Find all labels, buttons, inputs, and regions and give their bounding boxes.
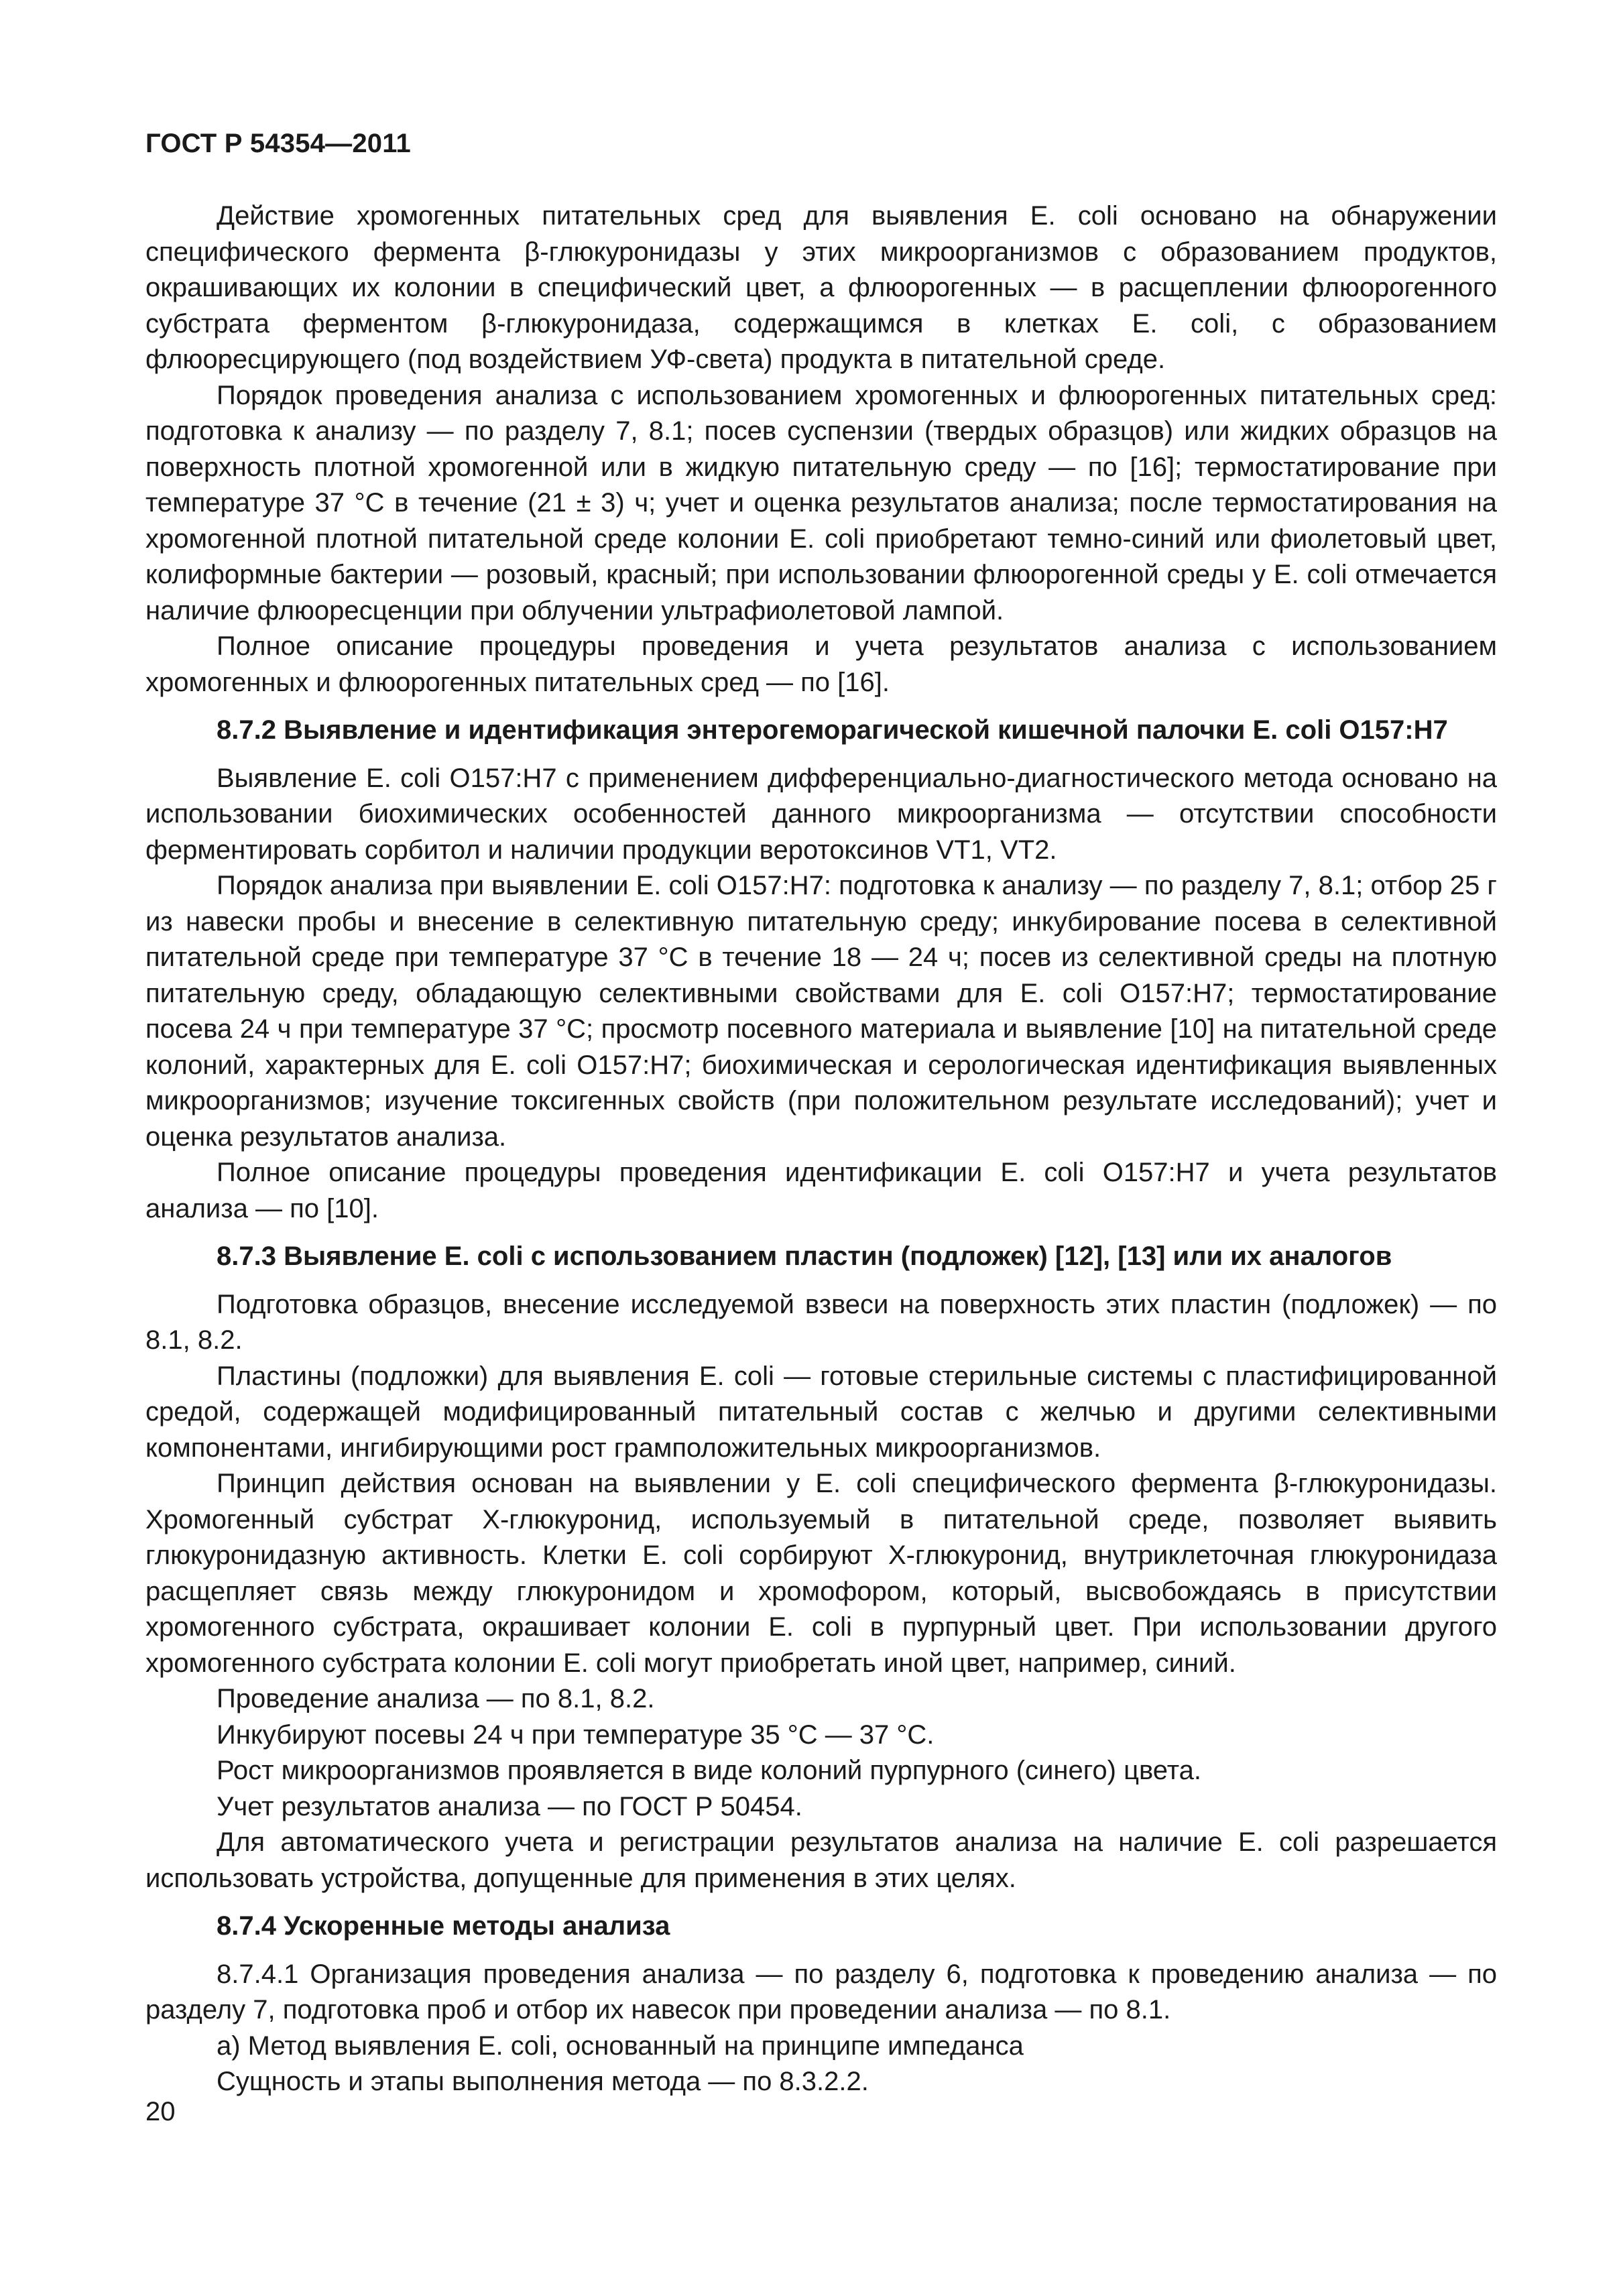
- paragraph: Сущность и этапы выполнения метода — по 8.3.2.2.: [217, 2067, 869, 2096]
- paragraph: Учет результатов анализа — по ГОСТ Р 50454.: [217, 1791, 802, 1821]
- paragraph: Полное описание процедуры проведения идентификации E. coli O157:H7 и учета результатов анализа — по [10].: [145, 1158, 1497, 1223]
- section-heading-8-7-2: 8.7.2 Выявление и идентификация энтерогеморагической кишечной палочки E. coli O157:H7: [217, 715, 1448, 745]
- paragraph: Полное описание процедуры проведения и учета результатов анализа с использованием хромогенных и флюорогенных питательных сред — по [16].: [145, 631, 1497, 697]
- document-header: ГОСТ Р 54354—2011: [145, 129, 411, 158]
- section-heading-8-7-3: 8.7.3 Выявление E. coli с использованием пластин (подложек) [12], [13] или их аналогов: [217, 1242, 1392, 1271]
- paragraph: а) Метод выявления E. coli, основанный на принципе импеданса: [217, 2031, 1024, 2061]
- paragraph: Порядок проведения анализа с использованием хромогенных и флюорогенных питательных сред: подготовка к анализу — по разделу 7, 8.1; посев суспензии (твердых образцов) или жидких образцов на поверхность плотной хромогенной или в жидкую питательную среду — по [16]; термостатирование при температуре 37 °С в течение (21 ± 3) ч; учет и оценка результатов анализа; после термостатирования на хромогенной плотной питательной среде колонии E. coli приобретают темно-синий или фиолетовый цвет, колиформные бактерии — розовый, красный; при использовании флюорогенной среды у E. coli отмечается наличие флюоресценции при облучении ультрафиолетовой лампой.: [145, 380, 1497, 625]
- paragraph: Действие хромогенных питательных сред для выявления E. coli основано на обнаружении специфического фермента β-глюкуронидазы у этих микроорганизмов с образованием продуктов, окрашивающих их колонии в специфический цвет, а флюорогенных — в расщеплении флюорогенного субстрата ферментом β-глюкуронидаза, содержащимся в клетках E. coli, с образованием флюоресцирующего (под воздействием УФ-света) продукта в питательной среде.: [145, 201, 1497, 374]
- paragraph: Пластины (подложки) для выявления E. coli — готовые стерильные системы с пластифицированной средой, содержащей модифицированный питательный состав с желчью и другими селективными компонентами, ингибирующими рост грамположительных микроорганизмов.: [145, 1361, 1497, 1463]
- paragraph: Проведение анализа — по 8.1, 8.2.: [217, 1684, 655, 1713]
- section-heading-8-7-4: 8.7.4 Ускоренные методы анализа: [217, 1911, 670, 1941]
- page-number: 20: [145, 2097, 176, 2126]
- paragraph: 8.7.4.1 Организация проведения анализа — по разделу 6, подготовка к проведению анализа — по разделу 7, подготовка проб и отбор их навесок при проведении анализа — по 8.1.: [145, 1959, 1497, 2025]
- document-body: [145, 198, 1497, 2100]
- paragraph: Для автоматического учета и регистрации результатов анализа на наличие E. coli разрешается использовать устройства, допущенные для применения в этих целях.: [145, 1827, 1497, 1893]
- paragraph: Инкубируют посевы 24 ч при температуре 35 °С — 37 °С.: [217, 1719, 935, 1750]
- paragraph: Подготовка образцов, внесение исследуемой взвеси на поверхность этих пластин (подложек) — по 8.1, 8.2.: [145, 1289, 1497, 1355]
- paragraph: Принцип действия основан на выявлении у E. coli специфического фермента β-глюкуронидазы. Хромогенный субстрат X-глюкуронид, используемый в питательной среде, позволяет выявить глюкуронидазную активность. Клетки E. coli сорбируют X-глюкуронид, внутриклеточная глюкуронидаза расщепляет связь между глюкуронидом и хромофором, который, высвобождаясь в присутствии хромогенного субстрата, окрашивает колонии E. coli в пурпурный цвет. При использовании другого хромогенного субстрата колонии E. coli могут приобретать иной цвет, например, синий.: [145, 1469, 1497, 1678]
- paragraph: Рост микроорганизмов проявляется в виде колоний пурпурного (синего) цвета.: [217, 1756, 1201, 1785]
- paragraph: Порядок анализа при выявлении E. coli O157:H7: подготовка к анализу — по разделу 7, 8.1; отбор 25 г из навески пробы и внесение в селективную питательную среду; инкубирование посева в селективной питательной среде при температуре 37 °С в течение 18 — 24 ч; посев из селективной среды на плотную питательную среду, обладающую селективными свойствами для E. coli O157:H7; термостатирование посева 24 ч при температуре 37 °С; просмотр посевного материала и выявление [10] на питательной среде колоний, характерных для E. coli O157:H7; биохимическая и серологическая идентификация выявленных микроорганизмов; изучение токсигенных свойств (при положительном результате исследований); учет и оценка результатов анализа.: [145, 871, 1497, 1152]
- paragraph: Выявление E. coli O157:H7 с применением дифференциально-диагностического метода основано на использовании биохимических особенностей данного микроорганизма — отсутствии способности ферментировать сорбитол и наличии продукции веротоксинов VT1, VT2.: [145, 763, 1497, 865]
